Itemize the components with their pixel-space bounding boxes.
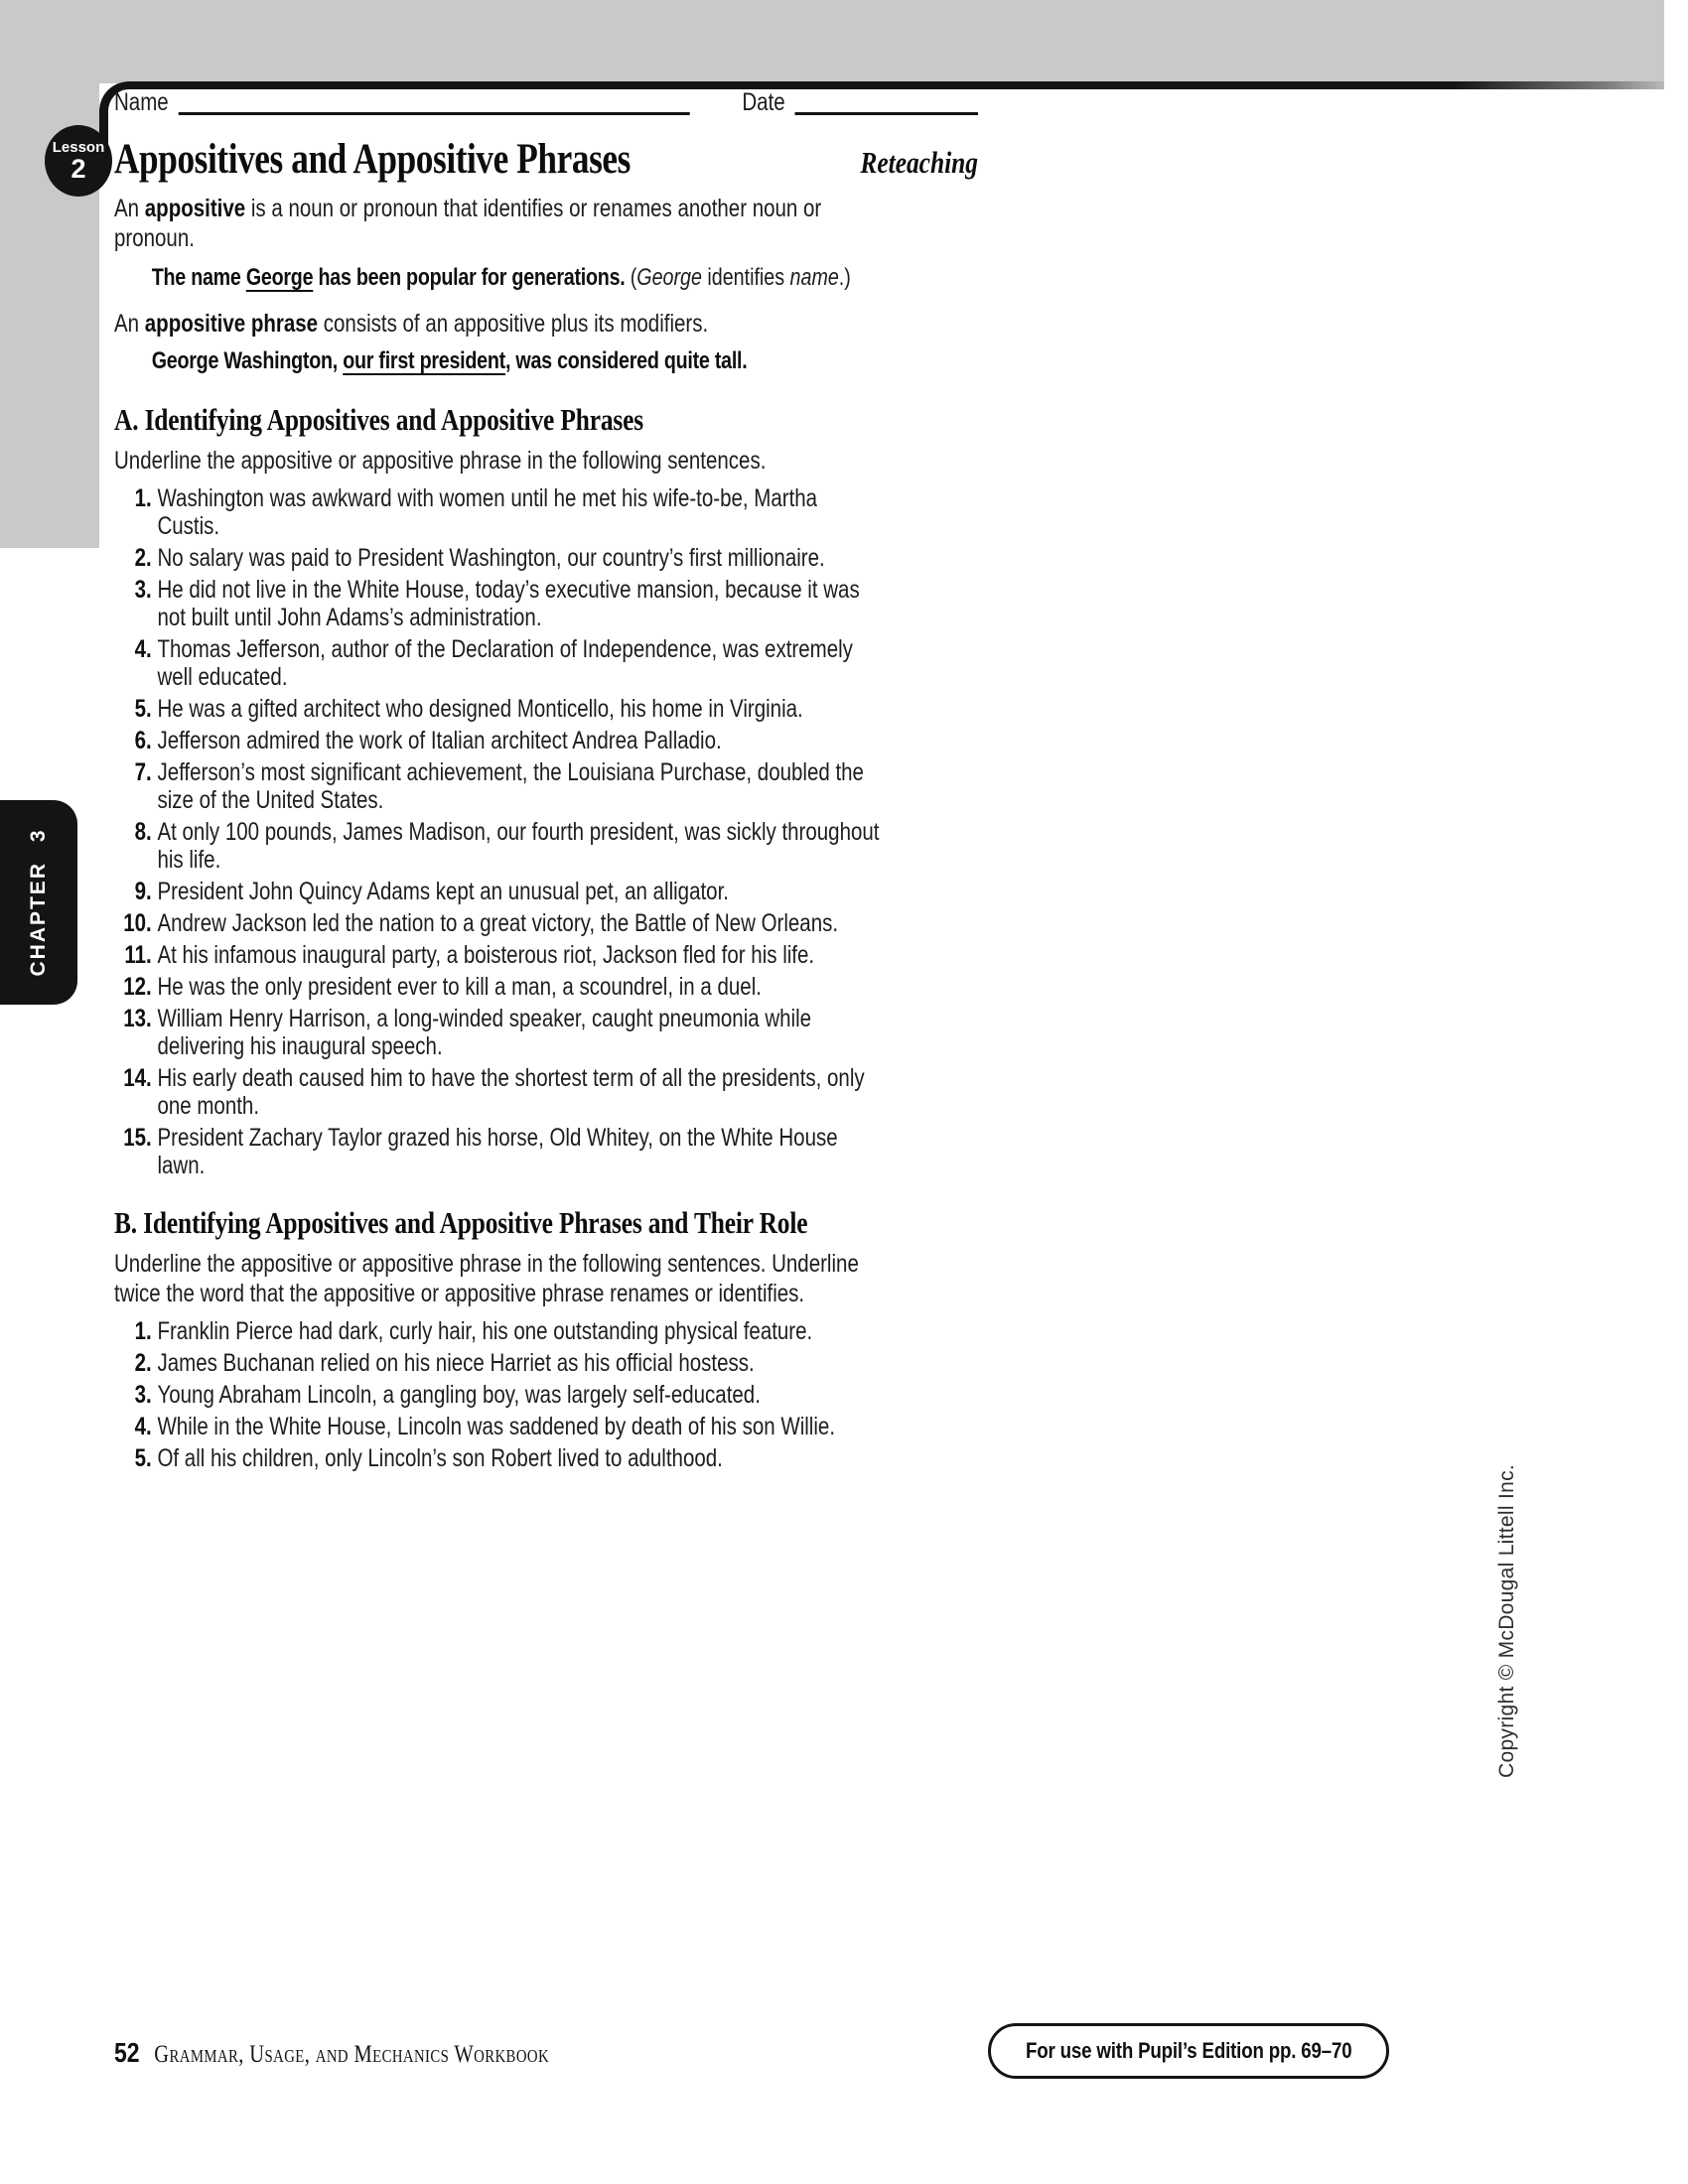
item-text: Of all his children, only Lincoln’s son Robert lived to adulthood. bbox=[157, 1444, 723, 1472]
item-number: 4. bbox=[134, 1413, 152, 1440]
item-number: 3. bbox=[134, 576, 152, 604]
note-text: ( bbox=[630, 264, 637, 291]
item-number: 15. bbox=[123, 1124, 152, 1152]
underlined-appositive-phrase: our first president bbox=[343, 347, 505, 374]
example-text: The name bbox=[151, 264, 246, 291]
item-text: No salary was paid to President Washington, our country’s first millionaire. bbox=[157, 544, 825, 572]
definition-text: An bbox=[114, 310, 145, 338]
item-text: William Henry Harrison, a long-winded speaker, caught pneumonia while delivering his inaugural speech. bbox=[157, 1005, 812, 1060]
item-a-6 bbox=[114, 727, 978, 754]
page-title: Appositives and Appositive Phrases bbox=[114, 136, 631, 183]
item-text: Jefferson’s most significant achievement, the Louisiana Purchase, doubled the size of the United States. bbox=[157, 758, 864, 814]
item-number: 6. bbox=[134, 727, 152, 754]
item-a-7 bbox=[114, 758, 978, 814]
section-a-heading: A. Identifying Appositives and Appositive Phrases bbox=[114, 402, 643, 437]
section-b-items bbox=[114, 1317, 978, 1472]
item-number: 2. bbox=[134, 1349, 152, 1377]
item-text: President Zachary Taylor grazed his horse, Old Whitey, on the White House lawn. bbox=[157, 1124, 838, 1179]
page-subtitle: Reteaching bbox=[860, 145, 979, 180]
item-number: 10. bbox=[123, 909, 152, 937]
note-text: .) bbox=[838, 264, 851, 291]
content-column bbox=[114, 87, 978, 1476]
example-sentence bbox=[152, 347, 748, 374]
item-text: He did not live in the White House, today’s executive mansion, because it was not built until John Adams’s administration. bbox=[157, 576, 860, 631]
item-number: 9. bbox=[134, 878, 152, 905]
item-number: 3. bbox=[134, 1381, 152, 1409]
example-note bbox=[631, 264, 851, 291]
item-a-5 bbox=[114, 695, 978, 723]
note-italic: name bbox=[789, 264, 839, 291]
item-number: 5. bbox=[134, 1444, 152, 1472]
item-text: Washington was awkward with women until he met his wife-to-be, Martha Custis. bbox=[157, 484, 818, 540]
item-text: He was a gifted architect who designed Monticello, his home in Virginia. bbox=[157, 695, 803, 723]
title-row bbox=[114, 135, 978, 184]
item-a-13 bbox=[114, 1005, 978, 1060]
top-gray-background bbox=[0, 0, 1664, 83]
workbook-title: Grammar, Usage, and Mechanics Workbook bbox=[154, 2041, 550, 2068]
item-a-12 bbox=[114, 973, 978, 1001]
item-number: 8. bbox=[134, 818, 152, 846]
item-b-4 bbox=[114, 1413, 978, 1440]
item-number: 14. bbox=[123, 1064, 152, 1092]
edition-stamp-text: For use with Pupil’s Edition pp. 69–70 bbox=[1025, 2038, 1352, 2063]
item-text: Franklin Pierce had dark, curly hair, his one outstanding physical feature. bbox=[157, 1317, 813, 1345]
item-b-2 bbox=[114, 1349, 978, 1377]
item-a-11 bbox=[114, 941, 978, 969]
instruction-line: twice the word that the appositive or appositive phrase renames or identifies. bbox=[114, 1280, 805, 1307]
definition-appositive-phrase bbox=[114, 309, 896, 339]
definition-text: consists of an appositive plus its modifiers. bbox=[318, 310, 709, 338]
item-a-3 bbox=[114, 576, 978, 631]
item-a-9 bbox=[114, 878, 978, 905]
item-text: Thomas Jefferson, author of the Declaration of Independence, was extremely well educated. bbox=[157, 635, 853, 691]
item-number: 4. bbox=[134, 635, 152, 663]
example-sentence bbox=[152, 264, 631, 291]
lesson-badge-number: 2 bbox=[70, 153, 86, 184]
left-gray-background bbox=[0, 0, 99, 548]
item-a-8 bbox=[114, 818, 978, 874]
date-blank-line bbox=[795, 88, 979, 115]
definition-appositive bbox=[114, 194, 896, 253]
definition-text: is a noun or pronoun that identifies or renames another noun or pronoun. bbox=[114, 195, 822, 252]
item-text: His early death caused him to have the shortest term of all the presidents, only one month. bbox=[157, 1064, 865, 1120]
item-text: James Buchanan relied on his niece Harriet as his official hostess. bbox=[157, 1349, 755, 1377]
item-text: At his infamous inaugural party, a boisterous riot, Jackson fled for his life. bbox=[157, 941, 815, 969]
copyright-vertical-text: Copyright © McDougal Littell Inc. bbox=[1495, 1464, 1518, 1778]
note-italic: George bbox=[636, 264, 702, 291]
item-number: 11. bbox=[124, 941, 152, 969]
lesson-badge bbox=[45, 125, 112, 197]
section-a-items bbox=[114, 484, 978, 1179]
example-sentence-2 bbox=[152, 346, 978, 376]
item-b-3 bbox=[114, 1381, 978, 1409]
term-appositive: appositive bbox=[144, 195, 246, 222]
section-b-instructions bbox=[114, 1249, 936, 1308]
definition-text: An bbox=[114, 195, 145, 222]
edition-stamp bbox=[988, 2023, 1389, 2079]
item-number: 2. bbox=[134, 544, 152, 572]
item-number: 13. bbox=[123, 1005, 152, 1032]
item-number: 5. bbox=[134, 695, 152, 723]
item-number: 7. bbox=[134, 758, 152, 786]
item-number: 1. bbox=[134, 484, 152, 512]
item-b-1 bbox=[114, 1317, 978, 1345]
example-text: has been popular for generations. bbox=[313, 264, 631, 291]
item-text: At only 100 pounds, James Madison, our fourth president, was sickly throughout his life. bbox=[157, 818, 880, 874]
item-text: Andrew Jackson led the nation to a great victory, the Battle of New Orleans. bbox=[157, 909, 839, 937]
item-a-10 bbox=[114, 909, 978, 937]
item-a-14 bbox=[114, 1064, 978, 1120]
chapter-tab-label: CHAPTER 3 bbox=[27, 828, 50, 977]
item-text: He was the only president ever to kill a man, a scoundrel, in a duel. bbox=[157, 973, 762, 1001]
footer bbox=[114, 2037, 549, 2069]
item-text: Jefferson admired the work of Italian architect Andrea Palladio. bbox=[157, 727, 722, 754]
example-sentence-1 bbox=[152, 263, 978, 293]
name-label: Name bbox=[114, 88, 169, 116]
name-blank-line bbox=[179, 88, 690, 115]
item-number: 12. bbox=[123, 973, 152, 1001]
name-date-row bbox=[114, 87, 978, 117]
section-a-instructions: Underline the appositive or appositive phrase in the following sentences. bbox=[114, 447, 767, 475]
date-label: Date bbox=[742, 88, 785, 116]
instruction-line: Underline the appositive or appositive phrase in the following sentences. Underline bbox=[114, 1250, 859, 1278]
item-b-5 bbox=[114, 1444, 978, 1472]
item-text: Young Abraham Lincoln, a gangling boy, was largely self-educated. bbox=[157, 1381, 761, 1409]
item-a-1 bbox=[114, 484, 978, 540]
note-text: identifies bbox=[701, 264, 790, 291]
example-text: George Washington, bbox=[151, 347, 344, 374]
item-a-15 bbox=[114, 1124, 978, 1179]
item-text: President John Quincy Adams kept an unusual pet, an alligator. bbox=[157, 878, 729, 905]
example-text: , was considered quite tall. bbox=[504, 347, 748, 374]
page-number: 52 bbox=[114, 2037, 140, 2068]
term-appositive-phrase: appositive phrase bbox=[144, 310, 319, 338]
item-number: 1. bbox=[134, 1317, 152, 1345]
item-a-4 bbox=[114, 635, 978, 691]
chapter-tab bbox=[0, 800, 77, 1005]
item-a-2 bbox=[114, 544, 978, 572]
section-b-heading: B. Identifying Appositives and Appositive Phrases and Their Role bbox=[114, 1205, 808, 1240]
lesson-badge-label: Lesson bbox=[52, 138, 105, 156]
underlined-appositive: George bbox=[245, 264, 314, 291]
item-text: While in the White House, Lincoln was saddened by death of his son Willie. bbox=[157, 1413, 836, 1440]
